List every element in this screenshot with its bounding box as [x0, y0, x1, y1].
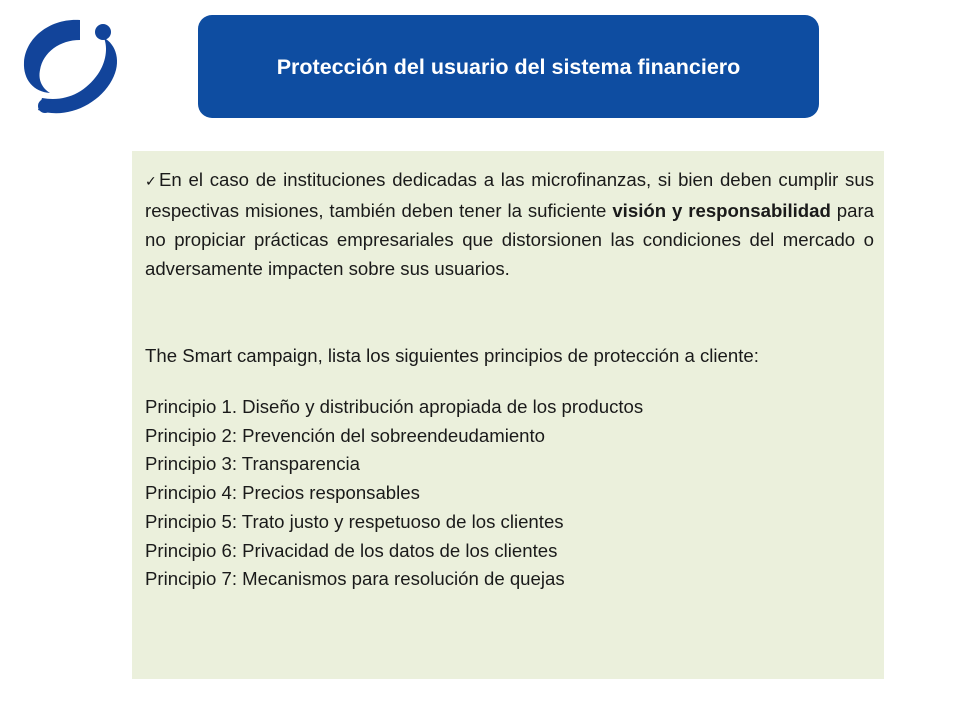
intro-paragraph [145, 165, 874, 283]
principle-item: Principio 6: Privacidad de los datos de los clientes [145, 539, 558, 561]
institution-logo-icon [20, 18, 126, 120]
principle-item: Principio 3: Transparencia [145, 453, 360, 475]
principles-list [145, 393, 874, 594]
smart-campaign-paragraph: The Smart campaign, lista los siguientes principios de protección a cliente: [145, 345, 759, 366]
principle-item: Principio 1. Diseño y distribución apropiada de los productos [145, 396, 644, 417]
intro-text-bold: visión y responsabilidad [612, 200, 831, 221]
principle-item: Principio 7: Mecanismos para resolución de quejas [145, 568, 565, 590]
checkmark-icon: ✓ [145, 173, 157, 189]
page-title: Protección del usuario del sistema financiero [276, 55, 741, 79]
principle-item: Principio 5: Trato justo y respetuoso de los clientes [145, 510, 564, 532]
principle-item: Principio 2: Prevención del sobreendeudamiento [145, 424, 546, 446]
intro-text-part1: En el caso de instituciones dedicadas a las microfinanzas, si bien deben cumplir sus respectivas misiones, también deben tener la suficiente [145, 169, 874, 221]
intro-text-part2: para no propiciar prácticas empresariales que distorsionen las condiciones del mercado o adversamente impacten sobre sus usuarios. [145, 200, 875, 279]
title-banner [198, 15, 819, 118]
principle-item: Principio 4: Precios responsables [145, 482, 420, 504]
content-panel [132, 151, 884, 679]
